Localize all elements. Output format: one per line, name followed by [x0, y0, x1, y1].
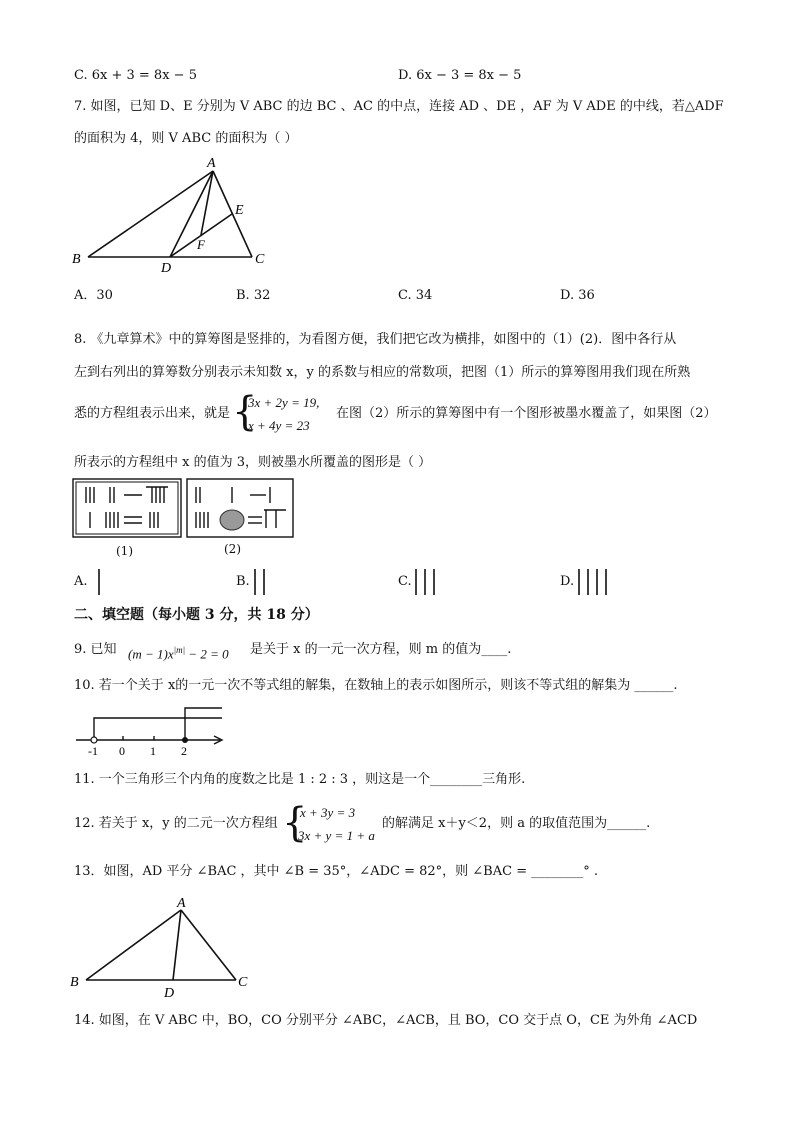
q8-fig2-caption: (2)	[224, 542, 241, 556]
q8-rod-figure-2	[186, 478, 296, 540]
q9-expression	[128, 640, 229, 664]
q9-suffix: 是关于 x 的一元一次方程，则 m 的值为____.	[250, 642, 512, 657]
q8-option-d-rods	[574, 567, 616, 597]
q10-number-line	[72, 702, 232, 758]
q8-stem-line1: 8. 《九章算术》中的算筹图是竖排的，为看图方便，我们把它改为横排，如图中的（1）(2)．图中各行从	[74, 332, 677, 347]
q12-brace: {	[282, 800, 308, 846]
q8-brace: {	[232, 389, 258, 435]
q10-tick-0: 0	[119, 744, 125, 758]
q7-triangle-figure	[66, 154, 276, 274]
q13-label-c: C	[238, 975, 248, 990]
q8-ink-blot	[220, 510, 244, 530]
q7-option-a: A．30	[74, 288, 113, 303]
q8-stem-line2: 左到右列出的算筹数分别表示未知数 x，y 的系数与相应的常数项，把图（1）所示的算筹图用我们现在所熟	[74, 365, 691, 380]
q10-solution-bracket-2	[185, 708, 222, 740]
q8-equation-2: x + 4y = 23	[248, 418, 310, 433]
q7-stem-line1: 7. 如图，已知 D、E 分别为 V ABC 的边 BC 、AC 的中点，连接 AD 、DE ，AF 为 V ADE 的中线，若△ADF	[74, 99, 724, 114]
q8-fig1-frame	[73, 479, 181, 537]
q6-option-d: D. 6x − 3 = 8x − 5	[398, 68, 522, 83]
q10-closed-point	[182, 737, 188, 743]
q12-suffix: 的解满足 x＋y＜2，则 a 的取值范围为______.	[382, 816, 651, 831]
q12-prefix: 12. 若关于 x，y 的二元一次方程组	[74, 816, 278, 831]
q7-segment-af	[201, 171, 213, 235]
q14-stem: 14. 如图，在 V ABC 中，BO，CO 分别平分 ∠ABC，∠ACB，且 BO，CO 交于点 O，CE 为外角 ∠ACD	[74, 1013, 698, 1028]
q10-stem: 10. 若一个关于 x的一元一次不等式组的解集，在数轴上的表示如图所示，则该不等式组的解集为 ______.	[74, 678, 678, 693]
q8-option-c-label: C.	[398, 574, 412, 589]
q9-expression-base: (m − 1)x	[128, 646, 174, 662]
q8-fig1-caption: (1)	[116, 544, 133, 558]
q7-option-b: B. 32	[236, 288, 271, 303]
q7-label-d: D	[161, 261, 172, 274]
q7-option-c: C. 34	[398, 288, 433, 303]
q13-label-d: D	[164, 986, 175, 1001]
q13-side-ab	[86, 910, 181, 980]
q7-label-a: A	[207, 156, 216, 171]
q7-option-d: D. 36	[560, 288, 595, 303]
q8-option-a-rods	[94, 567, 114, 597]
q13-bisector-ad	[173, 910, 181, 980]
q13-side-ac	[181, 910, 236, 980]
q12-equation-1: x + 3y = 3	[300, 805, 356, 820]
q9-expression-tail: − 2 = 0	[185, 646, 229, 662]
q7-side-ab	[88, 171, 213, 257]
q8-option-b-rods	[250, 567, 274, 597]
q12-equation-2: 3x + y = 1 + a	[298, 828, 375, 843]
q10-tick-2: 2	[181, 744, 187, 758]
q10-open-point	[91, 737, 97, 743]
q9-exponent: |m|	[173, 645, 186, 655]
q7-label-e: E	[235, 203, 244, 218]
q8-stem-line4: 所表示的方程组中 x 的值为 3，则被墨水所覆盖的图形是（ ）	[74, 455, 432, 470]
q13-stem: 13．如图，AD 平分 ∠BAC ，其中 ∠B = 35°，∠ADC = 82°，则 ∠BAC = ________° .	[74, 864, 598, 879]
q7-side-ac	[213, 171, 252, 257]
q8-fig1-inner-frame	[76, 482, 178, 534]
q8-option-c-rods	[411, 567, 445, 597]
q8-option-a-label: A.	[74, 574, 88, 589]
q8-rod-figure-1	[72, 478, 184, 540]
q8-equation-1: 3x + 2y = 19,	[248, 395, 320, 410]
q7-stem-line2: 的面积为 4，则 V ABC 的面积为（ ）	[74, 131, 298, 146]
q13-triangle-figure	[66, 896, 266, 1002]
q6-option-c: C. 6x + 3 = 8x − 5	[74, 68, 197, 83]
q8-fig2-frame	[187, 479, 293, 537]
q10-solution-bracket-1	[94, 718, 222, 740]
q10-tick-minus1: -1	[88, 744, 98, 758]
q7-label-c: C	[255, 252, 265, 267]
q10-tick-1: 1	[150, 744, 156, 758]
q11-stem: 11. 一个三角形三个内角的度数之比是 1 : 2 : 3 ，则这是一个________三角形.	[74, 772, 526, 787]
q7-label-b: B	[72, 252, 81, 267]
q9-prefix: 9. 已知	[74, 642, 117, 657]
q8-option-b-label: B.	[236, 574, 250, 589]
q8-stem-line3a: 悉的方程组表示出来，就是	[74, 406, 231, 421]
q8-stem-line3b: 在图（2）所示的算筹图中有一个图形被墨水覆盖了，如果图（2）	[336, 406, 717, 421]
section-2-heading: 二、填空题（每小题 3 分，共 18 分）	[74, 607, 319, 623]
q7-label-f: F	[197, 237, 205, 252]
q13-label-b: B	[70, 975, 79, 990]
q8-option-d-label: D.	[560, 574, 575, 589]
q7-segment-ad	[170, 171, 213, 257]
q13-label-a: A	[177, 896, 186, 911]
